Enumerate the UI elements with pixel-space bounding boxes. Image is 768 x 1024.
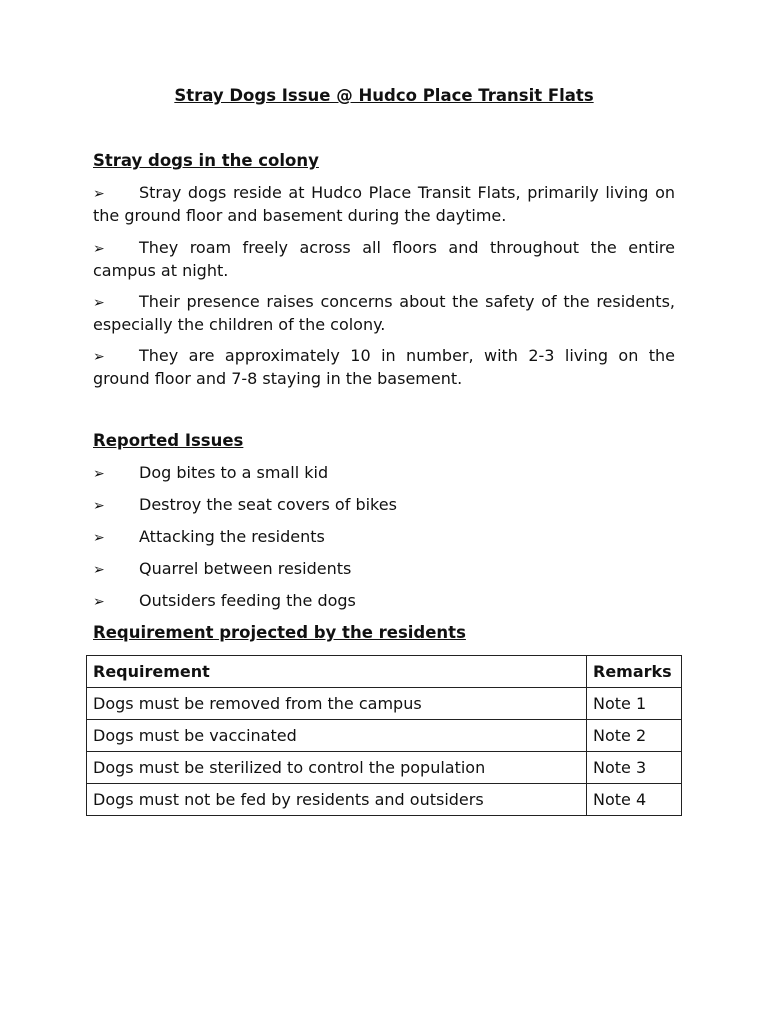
list-item [93, 558, 351, 581]
section-heading-requirements: Requirement projected by the residents [93, 623, 466, 642]
document-title: Stray Dogs Issue @ Hudco Place Transit Flats [174, 86, 594, 105]
remarks-cell: Note 3 [587, 752, 682, 784]
list-item-text: Attacking the residents [139, 527, 325, 546]
list-item [93, 494, 397, 517]
table-row [87, 720, 682, 752]
arrow-bullet-icon: ➢ [93, 241, 105, 257]
requirement-cell: Dogs must be removed from the campus [87, 688, 587, 720]
table-header-row [87, 656, 682, 688]
table-row [87, 752, 682, 784]
remarks-cell: Note 4 [587, 784, 682, 816]
paragraph [93, 291, 675, 336]
list-item-text: Dog bites to a small kid [139, 463, 329, 482]
column-header-requirement: Requirement [87, 656, 587, 688]
remarks-cell: Note 1 [587, 688, 682, 720]
section-heading-stray-dogs: Stray dogs in the colony [93, 151, 319, 170]
paragraph [93, 237, 675, 282]
column-header-remarks: Remarks [587, 656, 682, 688]
list-item-text: Destroy the seat covers of bikes [139, 495, 397, 514]
paragraph-text: They roam freely across all floors and throughout the entire campus at night. [93, 238, 675, 280]
arrow-bullet-icon: ➢ [93, 295, 105, 311]
arrow-bullet-icon: ➢ [93, 186, 105, 202]
paragraph-text: Stray dogs reside at Hudco Place Transit Flats, primarily living on the ground floor and basement during the daytime. [93, 183, 675, 225]
paragraph-text: Their presence raises concerns about the safety of the residents, especially the children of the colony. [93, 292, 675, 334]
remarks-cell: Note 2 [587, 720, 682, 752]
arrow-bullet-icon: ➢ [93, 349, 105, 365]
table-row [87, 688, 682, 720]
section-heading-reported-issues: Reported Issues [93, 431, 244, 450]
list-item [93, 590, 356, 613]
paragraph-text: They are approximately 10 in number, with 2-3 living on the ground floor and 7-8 staying in the basement. [93, 346, 675, 388]
arrow-bullet-icon: ➢ [93, 562, 105, 578]
list-item [93, 462, 328, 485]
table-row [87, 784, 682, 816]
paragraph [93, 345, 675, 390]
list-item-text: Outsiders feeding the dogs [139, 591, 356, 610]
requirement-cell: Dogs must not be fed by residents and outsiders [87, 784, 587, 816]
arrow-bullet-icon: ➢ [93, 530, 105, 546]
paragraph [93, 182, 675, 227]
arrow-bullet-icon: ➢ [93, 466, 105, 482]
requirement-cell: Dogs must be sterilized to control the population [87, 752, 587, 784]
list-item-text: Quarrel between residents [139, 559, 352, 578]
arrow-bullet-icon: ➢ [93, 594, 105, 610]
arrow-bullet-icon: ➢ [93, 498, 105, 514]
requirement-cell: Dogs must be vaccinated [87, 720, 587, 752]
requirements-table [86, 655, 682, 816]
list-item [93, 526, 325, 549]
